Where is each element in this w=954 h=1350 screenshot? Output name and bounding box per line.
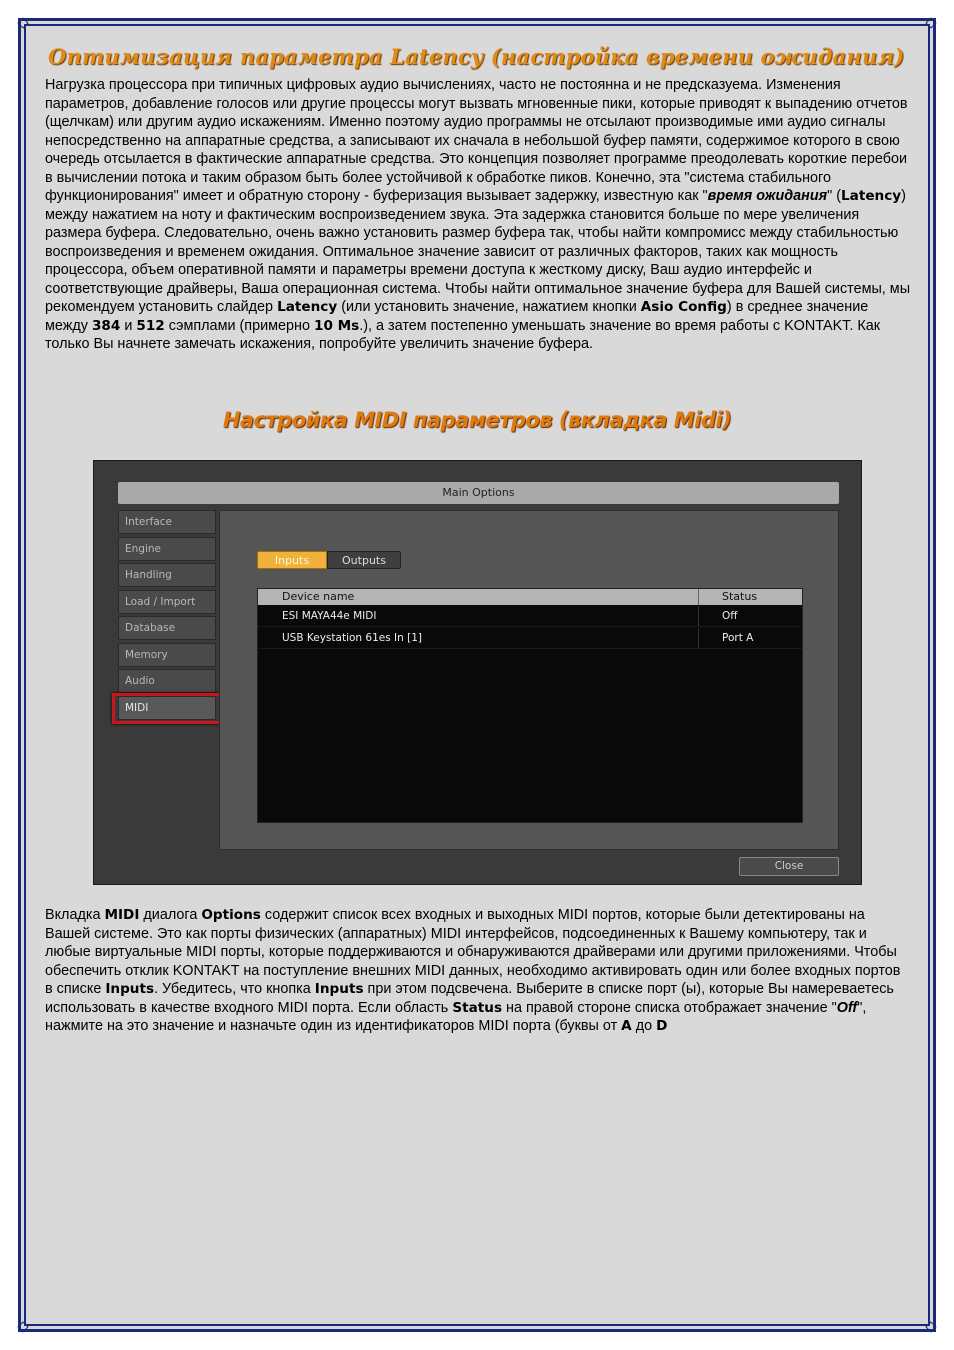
sidebar-item-engine[interactable]: Engine [118,537,216,561]
sidebar-item-handling[interactable]: Handling [118,563,216,587]
device-status[interactable]: Port A [722,632,754,644]
table-row[interactable] [258,606,802,627]
sidebar-item-audio[interactable]: Audio [118,669,216,693]
midi-paragraph: Вкладка MIDI диалога Options содержит список всех входных и выходных MIDI портов, которые были детектированы на Вашей системе. Это как порты физических (аппаратных) MIDI интерфейсов, подсоединенных к Вашему компьютеру, так и любые виртуальные MIDI порты, которые поддерживаются и обнаруживаются драйверами или другими приложениями. Чтобы обеспечить отклик KONTAKT на поступление внешних MIDI данных, необходимо активировать один или более входных портов в списке Inputs. Убедитесь, что кнопка Inputs при этом подсвечена. Выберите в списке порт (ы), которые Вы намереваетесь использовать в качестве входного MIDI порта. Если область Status на правой стороне списка отображает значение "Off", нажмите на это значение и назначьте один из идентификаторов MIDI порта (буквы от A до D [45,907,901,1034]
sidebar-item-interface[interactable]: Interface [118,510,216,534]
corner-ornament [15,15,31,31]
tab-inputs[interactable]: Inputs [257,551,327,569]
column-divider [698,628,699,648]
device-name: USB Keystation 61es In [1] [282,632,422,644]
sidebar-item-database[interactable]: Database [118,616,216,640]
device-name: ESI MAYA44e MIDI [282,610,377,622]
column-divider [698,589,699,605]
midi-panel [219,510,839,850]
latency-section-title: Оптимизация параметра Latency (настройка времени ожидания) [48,44,905,69]
sidebar-item-midi[interactable]: MIDI [118,696,216,720]
column-device-name[interactable]: Device name [282,590,355,603]
table-header [258,589,802,605]
corner-ornament [15,1319,31,1335]
midi-device-table [257,588,803,823]
close-button[interactable]: Close [739,857,839,876]
sidebar-item-load-import[interactable]: Load / Import [118,590,216,614]
column-divider [698,606,699,626]
dialog-title: Main Options [118,482,839,504]
corner-ornament [923,1319,939,1335]
sidebar-item-memory[interactable]: Memory [118,643,216,667]
tab-outputs[interactable]: Outputs [327,551,401,569]
table-row[interactable] [258,628,802,649]
latency-paragraph: Нагрузка процессора при типичных цифровых аудио вычислениях, часто не постоянна и не предсказуема. Изменения параметров, добавление голосов или другие процессы могут вызвать мгновенные пики, которые приводят к выпадению отчетов (щелчкам) или другим аудио искажениям. Именно поэтому аудио программы не отсылают производимые ими аудио сигналы непосредственно на аппаратные средства, а записывают их сначала в небольшой буфер памяти, содержимое которого в свою очередь отсылается в фактические аппаратные средства. Это концепция позволяет программе преодолевать короткие перебои в вычислении потока и таким образом быть более устойчивой к обработке пиков. Конечно, эта "система стабильного функционирования" имеет и обратную сторону - буферизация вызывает задержку, известную как "время ожидания" (Latency) между нажатием на ноту и фактическим воспроизведением звука. Эта задержка становится больше по мере увеличения размера буфера. Следовательно, очень важно установить размер буфера так, чтобы найти компромисс между стабильностью воспроизведения и временем ожидания. Оптимальное значение зависит от различных факторов, таких как мощность процессора, объем оперативной памяти и параметры времени доступа к жесткому диску, Ваш аудио интерфейс и соответствующие драйверы, Ваша операционная система. Чтобы найти оптимальное значение буфера для Вашей системы, мы рекомендуем установить слайдер Latency (или установить значение, нажатием кнопки Asio Config) в среднее значение между 384 и 512 сэмплами (примерно 10 Ms.), а затем постепенно уменьшать значение во время работы с KONTAKT. Как только Вы начнете замечать искажения, попробуйте увеличить значение буфера. [45,77,911,352]
column-status[interactable]: Status [722,590,758,603]
midi-section-title: Настройка MIDI параметров (вкладка Midi) [222,408,732,432]
midi-highlight-box [112,693,222,724]
device-status[interactable]: Off [722,610,738,622]
corner-ornament [923,15,939,31]
main-options-screenshot [93,460,862,885]
